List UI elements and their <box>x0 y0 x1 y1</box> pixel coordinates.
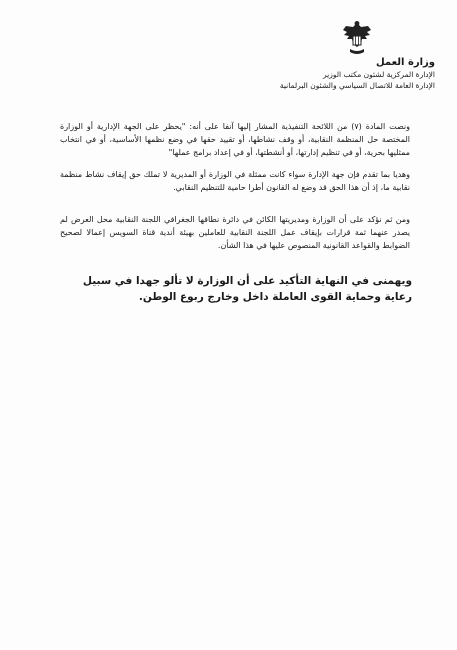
paragraph-confirmation: ومن ثم نؤكد على أن الوزارة ومديريتها الكائن في دائرة نطاقها الجغرافي اللجنة النقابية محل العرض لم يصدر عنهما ثمة قرارات بإيقاف عمل اللجنة النقابية للعاملين بهيئة أندية قناة السويس إعمالا لصحيح الضوابط والقواعد القانونية المنصوص عليها في هذا الشأن. <box>60 215 410 250</box>
closing-statement: ويهمنى في النهاية التأكيد على أن الوزارة لا تألو جهدا في سبيل رعاية وحماية القوى العاملة داخل وخارج ربوع الوطن. <box>82 274 412 303</box>
subdepartment-name: الإدارة العامة للاتصال السياسي والشئون البرلمانية <box>279 81 435 90</box>
paragraph-article-7: ونصت المادة (٧) من اللائحة التنفيذية المشار إليها آنفا على أنه: "يحظر على الجهة الإدارية أو الوزارة المختصة حل المنظمة النقابية، أو وقف نشاطها، أو تقييد حقها في وضع نظمها الأساسية، أو في انتخاب ممثليها بحرية، أو في تنظيم إدارتها، أو أنشطتها، أو في إعداد برامج عملها" <box>60 122 410 157</box>
ministry-name: وزارة العمل <box>376 57 435 68</box>
letterhead <box>225 56 435 91</box>
department-name: الإدارة المركزية لشئون مكتب الوزير <box>322 70 435 79</box>
eagle-emblem-icon <box>342 18 372 58</box>
paragraph-administration: وهديا بما تقدم فإن جهة الإدارة سواء كانت ممثلة في الوزارة أو المديرية لا تملك حق إيقاف نشاط منظمة نقابية ما، إذ أن هذا الحق قد وضع له القانون أطرا حامية للتنظيم النقابي. <box>60 170 410 192</box>
